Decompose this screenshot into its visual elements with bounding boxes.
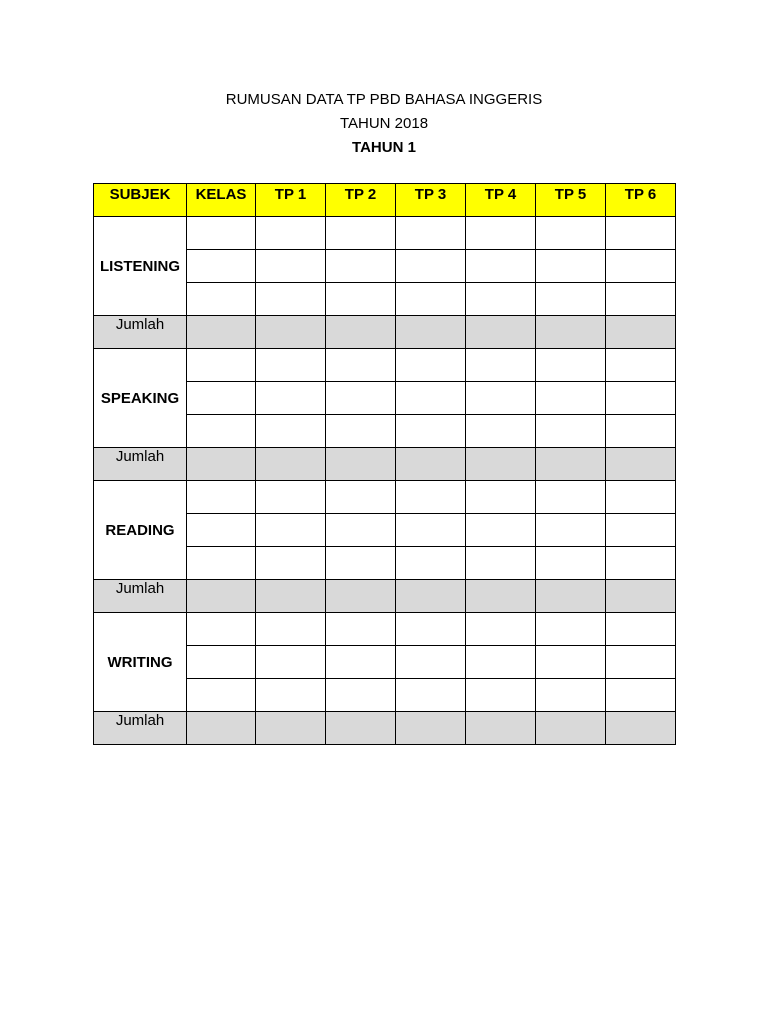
tp-cell — [536, 646, 606, 679]
tp-cell — [606, 250, 676, 283]
total-row — [94, 580, 676, 613]
title-line-3: TAHUN 1 — [352, 139, 416, 156]
tp-cell — [536, 613, 606, 646]
subject-label-writing: WRITING — [94, 613, 187, 712]
class-row — [94, 481, 676, 514]
tp-cell — [536, 679, 606, 712]
kelas-cell — [187, 217, 256, 250]
total-cell — [396, 448, 466, 481]
tp-cell — [606, 382, 676, 415]
tp-cell — [466, 283, 536, 316]
tp-cell — [326, 283, 396, 316]
total-cell — [396, 580, 466, 613]
tp-cell — [536, 514, 606, 547]
tp-cell — [606, 217, 676, 250]
tp-cell — [396, 547, 466, 580]
total-cell — [187, 448, 256, 481]
subject-label-listening: LISTENING — [94, 217, 187, 316]
tp-cell — [606, 679, 676, 712]
header-tp4: TP 4 — [466, 184, 536, 217]
tp-cell — [256, 613, 326, 646]
tp-cell — [256, 481, 326, 514]
tp-cell — [466, 547, 536, 580]
kelas-cell — [187, 514, 256, 547]
class-row — [94, 349, 676, 382]
kelas-cell — [187, 382, 256, 415]
total-cell — [466, 712, 536, 745]
kelas-cell — [187, 613, 256, 646]
tp-cell — [536, 481, 606, 514]
total-cell — [187, 580, 256, 613]
class-row — [94, 217, 676, 250]
tp-cell — [466, 415, 536, 448]
tp-cell — [256, 646, 326, 679]
tp-cell — [326, 514, 396, 547]
title-line-1: RUMUSAN DATA TP PBD BAHASA INGGERIS — [225, 91, 543, 108]
tp-cell — [606, 646, 676, 679]
title-line-2: TAHUN 2018 — [339, 115, 429, 132]
total-cell — [326, 712, 396, 745]
header-tp2: TP 2 — [326, 184, 396, 217]
tp-cell — [396, 613, 466, 646]
total-cell — [536, 316, 606, 349]
tp-cell — [536, 250, 606, 283]
tp-cell — [536, 283, 606, 316]
tp-cell — [606, 415, 676, 448]
total-row — [94, 712, 676, 745]
tp-cell — [466, 349, 536, 382]
class-row — [94, 613, 676, 646]
tp-cell — [256, 283, 326, 316]
tp-cell — [326, 250, 396, 283]
tp-cell — [396, 283, 466, 316]
tp-cell — [256, 547, 326, 580]
tp-cell — [326, 646, 396, 679]
tp-cell — [326, 613, 396, 646]
total-cell — [466, 448, 536, 481]
tp-cell — [536, 217, 606, 250]
total-cell — [326, 448, 396, 481]
tp-cell — [256, 382, 326, 415]
tp-cell — [396, 514, 466, 547]
total-cell — [396, 316, 466, 349]
tp-cell — [396, 646, 466, 679]
tp-cell — [536, 349, 606, 382]
header-tp5: TP 5 — [536, 184, 606, 217]
tp-cell — [396, 250, 466, 283]
total-cell — [256, 316, 326, 349]
total-cell — [536, 448, 606, 481]
total-cell — [606, 712, 676, 745]
total-label: Jumlah — [94, 316, 187, 349]
table-header — [94, 184, 676, 217]
tp-cell — [606, 547, 676, 580]
tp-cell — [326, 481, 396, 514]
total-cell — [256, 448, 326, 481]
total-label: Jumlah — [94, 712, 187, 745]
tp-cell — [466, 613, 536, 646]
tp-cell — [326, 382, 396, 415]
tp-cell — [606, 349, 676, 382]
tp-cell — [256, 349, 326, 382]
tp-cell — [396, 679, 466, 712]
tp-cell — [326, 679, 396, 712]
tp-cell — [256, 679, 326, 712]
total-cell — [256, 712, 326, 745]
total-label: Jumlah — [94, 580, 187, 613]
tp-cell — [256, 250, 326, 283]
kelas-cell — [187, 679, 256, 712]
table-body — [94, 217, 676, 745]
total-row — [94, 448, 676, 481]
kelas-cell — [187, 283, 256, 316]
total-cell — [187, 712, 256, 745]
kelas-cell — [187, 349, 256, 382]
tp-cell — [466, 382, 536, 415]
tp-cell — [466, 217, 536, 250]
tp-cell — [466, 481, 536, 514]
tp-cell — [396, 415, 466, 448]
tp-cell — [256, 415, 326, 448]
tp-cell — [396, 382, 466, 415]
total-cell — [256, 580, 326, 613]
tp-cell — [606, 283, 676, 316]
kelas-cell — [187, 481, 256, 514]
tp-cell — [256, 514, 326, 547]
total-cell — [187, 316, 256, 349]
tp-cell — [326, 547, 396, 580]
header-tp1: TP 1 — [256, 184, 326, 217]
kelas-cell — [187, 250, 256, 283]
total-cell — [606, 580, 676, 613]
total-cell — [326, 580, 396, 613]
tp-cell — [466, 250, 536, 283]
tp-cell — [466, 514, 536, 547]
kelas-cell — [187, 547, 256, 580]
header-row — [94, 184, 676, 217]
subject-label-reading: READING — [94, 481, 187, 580]
tp-cell — [536, 415, 606, 448]
tp-cell — [256, 217, 326, 250]
tp-cell — [396, 349, 466, 382]
tp-cell — [326, 415, 396, 448]
document-title — [0, 88, 768, 160]
total-cell — [326, 316, 396, 349]
tp-cell — [606, 613, 676, 646]
total-cell — [466, 580, 536, 613]
total-cell — [606, 316, 676, 349]
tp-cell — [606, 514, 676, 547]
kelas-cell — [187, 415, 256, 448]
total-cell — [466, 316, 536, 349]
total-cell — [536, 580, 606, 613]
total-cell — [536, 712, 606, 745]
tp-cell — [606, 481, 676, 514]
total-cell — [606, 448, 676, 481]
kelas-cell — [187, 646, 256, 679]
header-subjek: SUBJEK — [94, 184, 187, 217]
tp-cell — [396, 481, 466, 514]
tp-cell — [396, 217, 466, 250]
total-row — [94, 316, 676, 349]
subject-label-speaking: SPEAKING — [94, 349, 187, 448]
header-tp6: TP 6 — [606, 184, 676, 217]
tp-cell — [466, 679, 536, 712]
tp-cell — [536, 382, 606, 415]
tp-cell — [466, 646, 536, 679]
tp-cell — [536, 547, 606, 580]
tp-cell — [326, 349, 396, 382]
tp-cell — [326, 217, 396, 250]
header-tp3: TP 3 — [396, 184, 466, 217]
header-kelas: KELAS — [187, 184, 256, 217]
tp-summary-table — [93, 183, 676, 745]
total-cell — [396, 712, 466, 745]
total-label: Jumlah — [94, 448, 187, 481]
